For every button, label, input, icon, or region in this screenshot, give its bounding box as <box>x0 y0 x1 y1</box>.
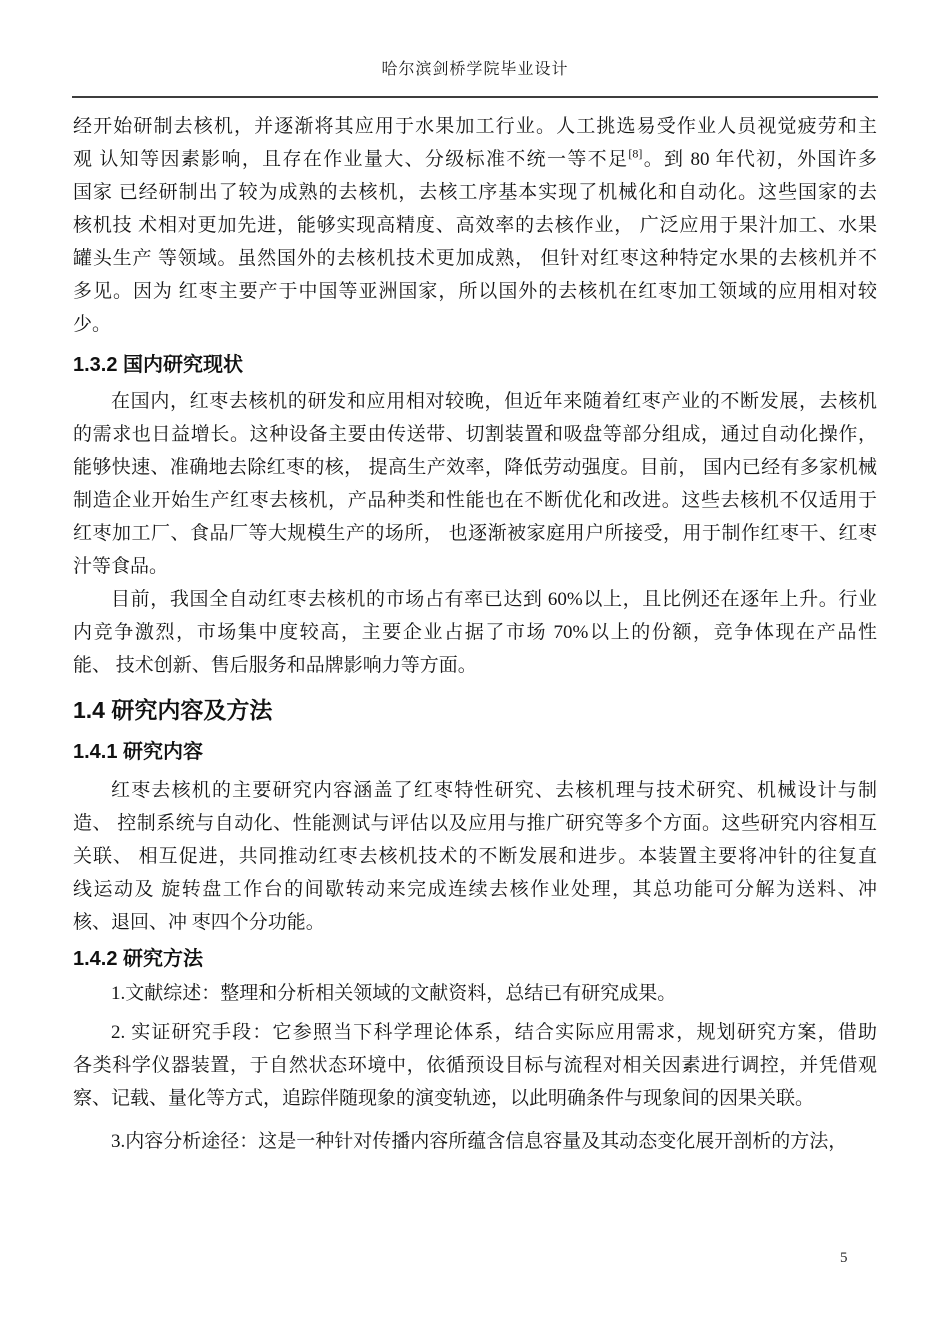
text-line: 经开始研制去核机，并逐渐将其应用于水果加工行业。人工挑选易受作业人员视觉疲劳和主 <box>73 116 877 137</box>
citation-superscript: [8] <box>628 146 643 161</box>
text-line: 制造企业开始生产红枣去核机，产品种类和性能也在不断优化和改进。这些去核机不仅适用于 <box>73 490 877 511</box>
method-item-literature-review <box>73 977 877 1010</box>
paragraph-research-content <box>73 774 877 939</box>
text-line: 核、退回、冲 枣四个分功能。 <box>73 912 325 933</box>
text-line: 在国内，红枣去核机的研发和应用相对较晚，但近年来随着红枣产业的不断发展，去核机 <box>111 391 877 412</box>
text-line: 能够快速、准确地去除红枣的核， 提高生产效率，降低劳动强度。目前， 国内已经有多家机械 <box>73 457 877 478</box>
text-line: 红枣加工厂、食品厂等大规模生产的场所， 也逐渐被家庭用户所接受，用于制作红枣干、红枣 <box>73 523 877 544</box>
text-line: 2. 实证研究手段：它参照当下科学理论体系，结合实际应用需求，规划研究方案，借助 <box>111 1022 877 1043</box>
section-heading-1-3-2: 1.3.2 国内研究现状 <box>73 354 244 376</box>
text-segment: 观 认知等因素影响，且存在作业量大、分级标准不统一等不足 <box>73 149 629 170</box>
section-heading-1-4-1: 1.4.1 研究内容 <box>73 741 204 763</box>
header-rule <box>72 96 878 98</box>
paragraph-foreign-status <box>73 110 877 341</box>
text-line: 1.文献综述：整理和分析相关领域的文献资料，总结已有研究成果。 <box>111 983 677 1004</box>
text-line: 关联、 相互促进，共同推动红枣去核机技术的不断发展和进步。本装置主要将冲针的往复直 <box>73 846 877 867</box>
text-line: 多见。因为 红枣主要产于中国等亚洲国家，所以国外的去核机在红枣加工领域的应用相对较 <box>73 281 877 302</box>
text-line <box>73 143 877 176</box>
text-line: 国家 已经研制出了较为成熟的去核机，去核工序基本实现了机械化和自动化。这些国家的去 <box>73 182 877 203</box>
text-line: 汁等食品。 <box>73 556 169 577</box>
text-line: 目前，我国全自动红枣去核机的市场占有率已达到 60%以上，且比例还在逐年上升。行业 <box>111 589 877 610</box>
text-line: 察、记载、量化等方式，追踪伴随现象的演变轨迹，以此明确条件与现象间的因果关联。 <box>73 1088 815 1109</box>
paragraph-domestic-status <box>73 385 877 583</box>
text-line: 能、 技术创新、售后服务和品牌影响力等方面。 <box>73 655 477 676</box>
text-line: 少。 <box>73 314 112 335</box>
text-segment: 。到 80 年代初，外国许多 <box>642 149 877 170</box>
section-heading-1-4: 1.4 研究内容及方法 <box>73 697 273 723</box>
text-line: 内竞争激烈，市场集中度较高，主要企业占据了市场 70%以上的份额，竞争体现在产品性 <box>73 622 877 643</box>
paragraph-market-share <box>73 583 877 682</box>
text-line: 3.内容分析途径：这是一种针对传播内容所蕴含信息容量及其动态变化展开剖析的方法， <box>111 1131 848 1152</box>
text-line: 罐头生产 等领域。虽然国外的去核机技术更加成熟， 但针对红枣这种特定水果的去核机并不 <box>73 248 877 269</box>
document-body <box>73 110 877 1158</box>
text-line: 核机技 术相对更加先进，能够实现高精度、高效率的去核作业， 广泛应用于果汁加工、水果 <box>73 215 877 236</box>
text-line: 各类科学仪器装置，于自然状态环境中，依循预设目标与流程对相关因素进行调控，并凭借观 <box>73 1055 877 1076</box>
section-heading-1-4-2: 1.4.2 研究方法 <box>73 948 204 970</box>
header-title: 哈尔滨剑桥学院毕业设计 <box>381 61 569 78</box>
text-line: 线运动及 旋转盘工作台的间歇转动来完成连续去核作业处理，其总功能可分解为送料、冲 <box>73 879 877 900</box>
page-number: 5 <box>840 1250 848 1266</box>
method-item-empirical-research <box>73 1016 877 1115</box>
running-header <box>0 0 950 98</box>
text-line: 造、 控制系统与自动化、性能测试与评估以及应用与推广研究等多个方面。这些研究内容相互 <box>73 813 877 834</box>
text-line: 的需求也日益增长。这种设备主要由传送带、切割装置和吸盘等部分组成，通过自动化操作， <box>73 424 877 445</box>
method-item-content-analysis <box>73 1125 877 1158</box>
text-line: 红枣去核机的主要研究内容涵盖了红枣特性研究、去核机理与技术研究、机械设计与制 <box>111 780 877 801</box>
